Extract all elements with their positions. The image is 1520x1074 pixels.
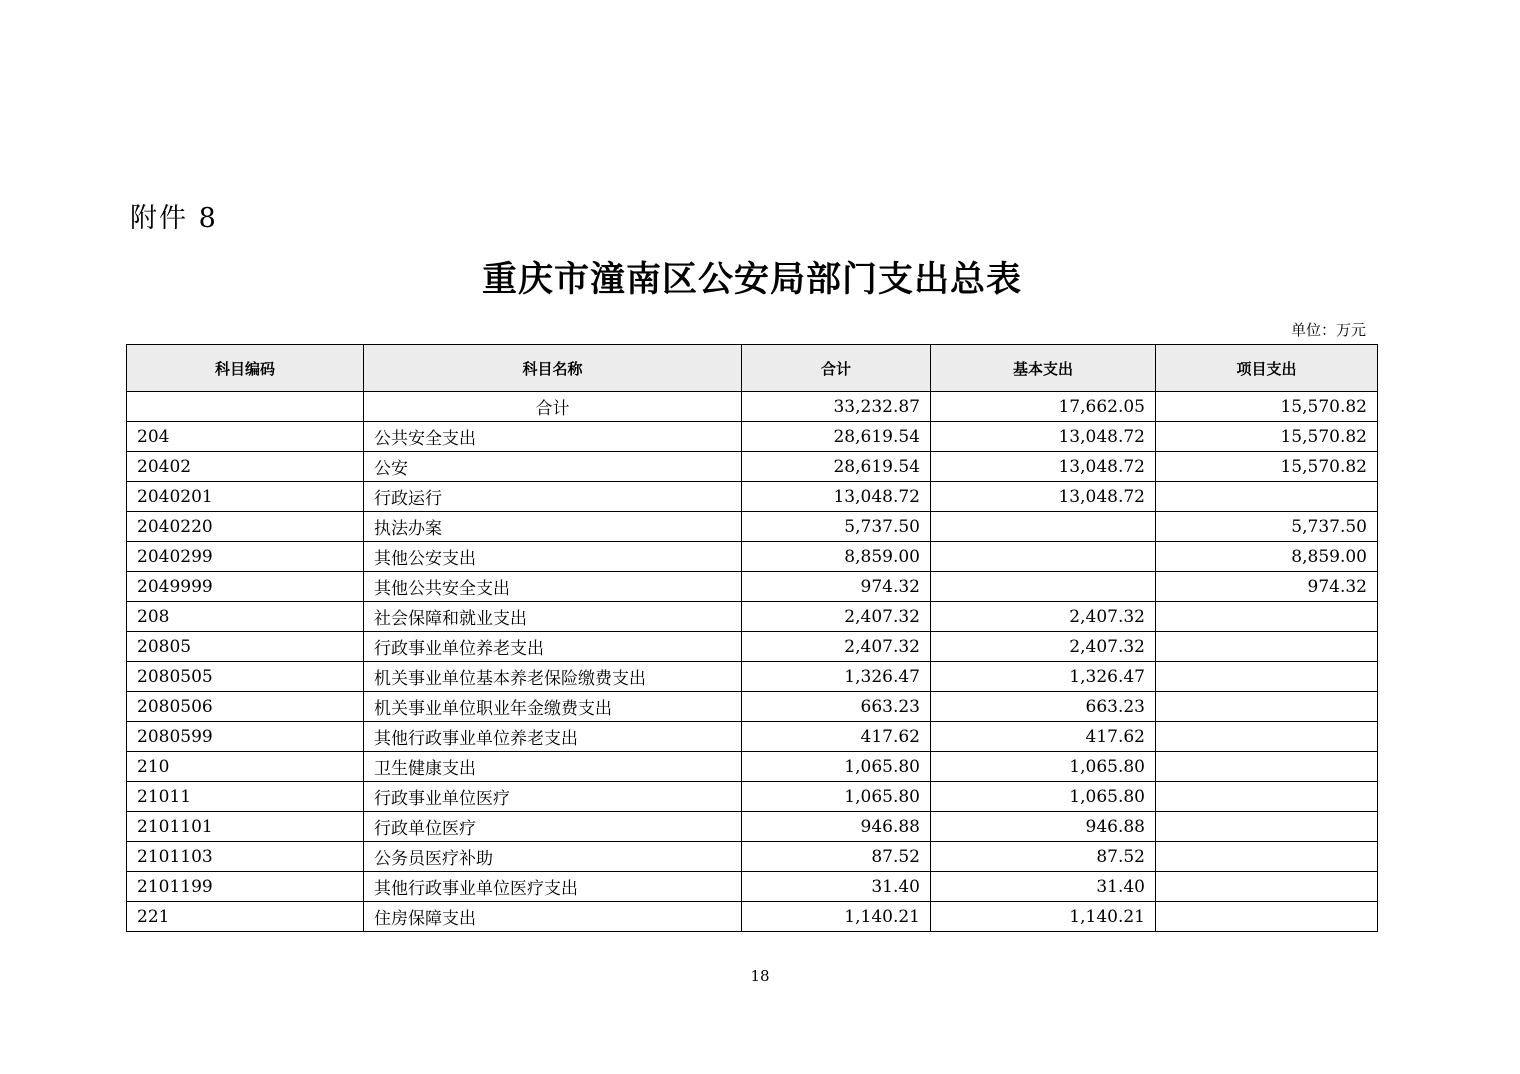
- cell-name: 公共安全支出: [364, 422, 742, 452]
- cell-total: 663.23: [742, 692, 931, 722]
- cell-basic: 946.88: [931, 812, 1156, 842]
- cell-basic: 417.62: [931, 722, 1156, 752]
- cell-total: 2,407.32: [742, 602, 931, 632]
- cell-code: 2040201: [127, 482, 364, 512]
- cell-basic: 13,048.72: [931, 452, 1156, 482]
- header-code: 科目编码: [127, 345, 364, 392]
- table-row: [127, 752, 1378, 782]
- page-title: 重庆市潼南区公安局部门支出总表: [481, 260, 1022, 300]
- cell-code: 2101101: [127, 812, 364, 842]
- table-row: [127, 812, 1378, 842]
- cell-total: 31.40: [742, 872, 931, 902]
- table-header-row: [127, 345, 1378, 392]
- cell-basic: [931, 512, 1156, 542]
- header-total: 合计: [742, 345, 931, 392]
- cell-name: 住房保障支出: [364, 902, 742, 932]
- table-row: [127, 482, 1378, 512]
- cell-total: 974.32: [742, 572, 931, 602]
- cell-total: 8,859.00: [742, 542, 931, 572]
- cell-code: 2101199: [127, 872, 364, 902]
- cell-name: 其他公共安全支出: [364, 572, 742, 602]
- cell-name: 行政事业单位养老支出: [364, 632, 742, 662]
- table-row: [127, 542, 1378, 572]
- cell-project: 5,737.50: [1156, 512, 1378, 542]
- cell-basic: 1,140.21: [931, 902, 1156, 932]
- cell-total: 1,065.80: [742, 782, 931, 812]
- cell-code: 221: [127, 902, 364, 932]
- cell-project: [1156, 812, 1378, 842]
- cell-basic: 1,065.80: [931, 752, 1156, 782]
- header-basic: 基本支出: [931, 345, 1156, 392]
- table-row: [127, 902, 1378, 932]
- cell-code: [127, 392, 364, 422]
- cell-project: [1156, 662, 1378, 692]
- cell-name: 卫生健康支出: [364, 752, 742, 782]
- cell-basic: [931, 542, 1156, 572]
- cell-name: 执法办案: [364, 512, 742, 542]
- cell-project: 8,859.00: [1156, 542, 1378, 572]
- expenditure-table: [126, 344, 1378, 932]
- cell-project: [1156, 632, 1378, 662]
- cell-total: 13,048.72: [742, 482, 931, 512]
- cell-name: 合计: [364, 392, 742, 422]
- cell-name: 其他行政事业单位养老支出: [364, 722, 742, 752]
- cell-total: 417.62: [742, 722, 931, 752]
- cell-project: [1156, 842, 1378, 872]
- cell-code: 20402: [127, 452, 364, 482]
- cell-name: 行政事业单位医疗: [364, 782, 742, 812]
- cell-code: 20805: [127, 632, 364, 662]
- cell-code: 210: [127, 752, 364, 782]
- cell-total: 946.88: [742, 812, 931, 842]
- cell-total: 33,232.87: [742, 392, 931, 422]
- cell-project: 15,570.82: [1156, 422, 1378, 452]
- cell-name: 机关事业单位职业年金缴费支出: [364, 692, 742, 722]
- cell-code: 2080506: [127, 692, 364, 722]
- cell-name: 机关事业单位基本养老保险缴费支出: [364, 662, 742, 692]
- cell-total: 28,619.54: [742, 452, 931, 482]
- table-row: [127, 842, 1378, 872]
- cell-name: 社会保障和就业支出: [364, 602, 742, 632]
- cell-total: 87.52: [742, 842, 931, 872]
- cell-total: 1,140.21: [742, 902, 931, 932]
- cell-name: 公安: [364, 452, 742, 482]
- cell-project: 15,570.82: [1156, 392, 1378, 422]
- cell-project: [1156, 602, 1378, 632]
- cell-project: [1156, 722, 1378, 752]
- cell-code: 2040299: [127, 542, 364, 572]
- cell-name: 公务员医疗补助: [364, 842, 742, 872]
- header-name: 科目名称: [364, 345, 742, 392]
- cell-project: [1156, 872, 1378, 902]
- cell-total: 2,407.32: [742, 632, 931, 662]
- table-row: [127, 872, 1378, 902]
- cell-basic: 1,065.80: [931, 782, 1156, 812]
- cell-code: 2040220: [127, 512, 364, 542]
- cell-basic: 31.40: [931, 872, 1156, 902]
- cell-basic: 13,048.72: [931, 482, 1156, 512]
- cell-basic: 17,662.05: [931, 392, 1156, 422]
- cell-code: 2101103: [127, 842, 364, 872]
- table-row: [127, 422, 1378, 452]
- cell-project: 15,570.82: [1156, 452, 1378, 482]
- table-row-total: [127, 392, 1378, 422]
- cell-total: 5,737.50: [742, 512, 931, 542]
- table-row: [127, 452, 1378, 482]
- cell-name: 行政运行: [364, 482, 742, 512]
- cell-total: 28,619.54: [742, 422, 931, 452]
- attachment-label: 附件 8: [130, 203, 218, 234]
- cell-name: 其他公安支出: [364, 542, 742, 572]
- table-row: [127, 692, 1378, 722]
- table-row: [127, 512, 1378, 542]
- cell-basic: 1,326.47: [931, 662, 1156, 692]
- cell-project: [1156, 692, 1378, 722]
- cell-basic: 2,407.32: [931, 602, 1156, 632]
- table-row: [127, 602, 1378, 632]
- cell-basic: 87.52: [931, 842, 1156, 872]
- table-row: [127, 782, 1378, 812]
- cell-code: 2080505: [127, 662, 364, 692]
- cell-name: 行政单位医疗: [364, 812, 742, 842]
- cell-basic: [931, 572, 1156, 602]
- cell-basic: 663.23: [931, 692, 1156, 722]
- table-row: [127, 722, 1378, 752]
- cell-project: 974.32: [1156, 572, 1378, 602]
- cell-total: 1,326.47: [742, 662, 931, 692]
- cell-name: 其他行政事业单位医疗支出: [364, 872, 742, 902]
- header-project: 项目支出: [1156, 345, 1378, 392]
- table-row: [127, 632, 1378, 662]
- cell-code: 2049999: [127, 572, 364, 602]
- cell-basic: 2,407.32: [931, 632, 1156, 662]
- cell-code: 208: [127, 602, 364, 632]
- cell-total: 1,065.80: [742, 752, 931, 782]
- cell-basic: 13,048.72: [931, 422, 1156, 452]
- cell-project: [1156, 482, 1378, 512]
- table-row: [127, 572, 1378, 602]
- cell-code: 2080599: [127, 722, 364, 752]
- cell-project: [1156, 782, 1378, 812]
- table-row: [127, 662, 1378, 692]
- cell-project: [1156, 752, 1378, 782]
- unit-label: 单位：万元: [1290, 321, 1366, 339]
- cell-code: 204: [127, 422, 364, 452]
- page-number: 18: [750, 967, 770, 985]
- cell-code: 21011: [127, 782, 364, 812]
- cell-project: [1156, 902, 1378, 932]
